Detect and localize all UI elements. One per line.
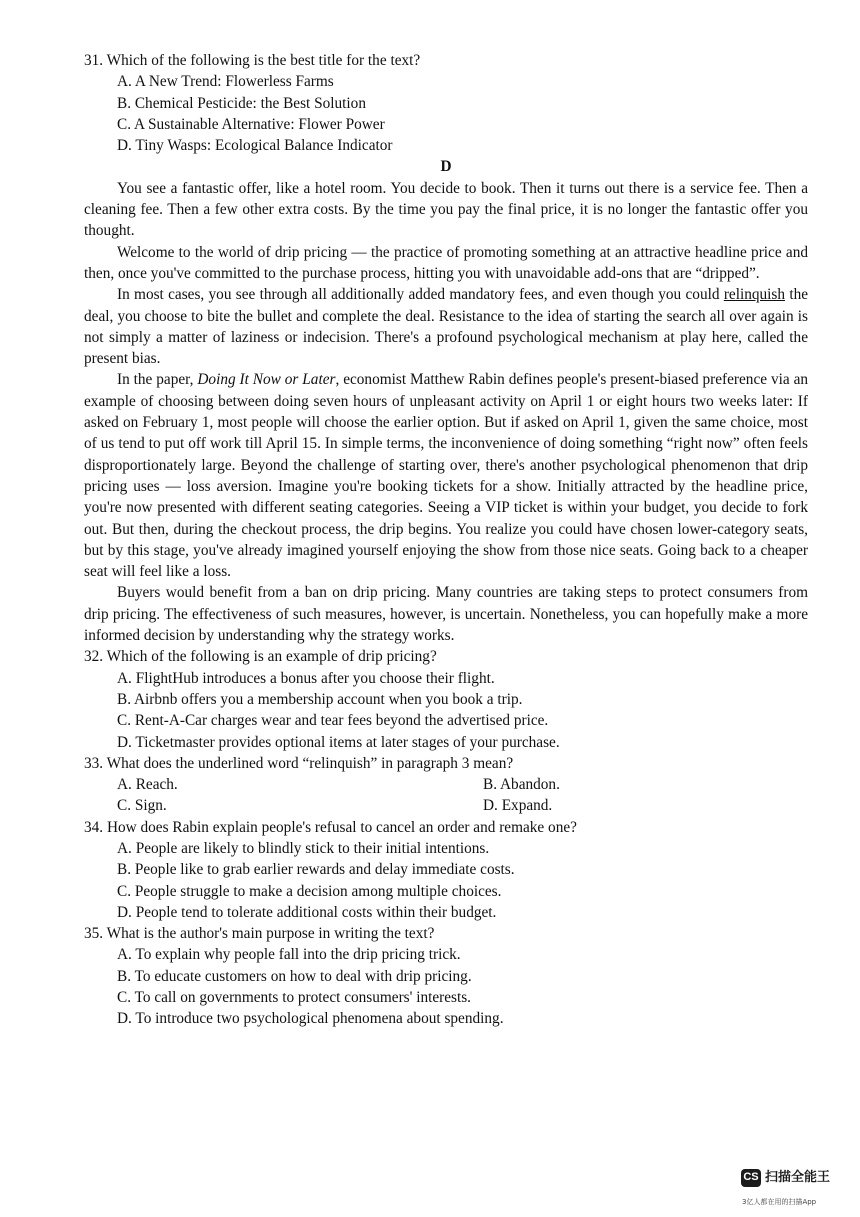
question-34-option-d: D. People tend to tolerate additional costs within their budget. [117,903,497,921]
paragraph-3-text-a: In most cases, you see through all additionally added mandatory fees, and even though you could [117,286,724,304]
question-31-option-c: C. A Sustainable Alternative: Flower Power [117,115,385,133]
paragraph-4-text-a: In the paper, [117,371,198,389]
passage-paragraph-4 [84,369,808,582]
question-35-option-b: B. To educate customers on how to deal with drip pricing. [117,967,472,985]
question-33-option-b: B. Abandon. [483,776,560,794]
question-32-option-b: B. Airbnb offers you a membership account when you book a trip. [117,690,523,708]
question-31-option-b: B. Chemical Pesticide: the Best Solution [117,94,366,112]
question-35-option-d: D. To introduce two psychological phenomena about spending. [117,1010,504,1028]
question-31-option-d: D. Tiny Wasps: Ecological Balance Indicator [117,137,393,155]
passage-paragraph-3 [84,284,808,369]
exam-page [84,50,808,1030]
question-34-option-b: B. People like to grab earlier rewards and delay immediate costs. [117,861,515,879]
question-31-stem: 31. Which of the following is the best title for the text? [84,52,421,69]
underlined-word: relinquish [723,286,785,304]
question-35-option-a: A. To explain why people fall into the drip pricing trick. [117,946,461,964]
camscanner-logo-icon: CS [741,1169,761,1187]
section-heading: D [440,158,452,176]
scanner-watermark [741,1167,830,1188]
question-34-stem: 34. How does Rabin explain people's refusal to cancel an order and remake one? [84,818,577,836]
watermark-tagline: 3亿人都在用的扫描App [742,1198,817,1206]
question-34-option-c: C. People struggle to make a decision among multiple choices. [117,882,502,900]
question-33-option-a: A. Reach. [117,776,178,794]
question-35-stem: 35. What is the author's main purpose in writing the text? [84,925,435,943]
question-34-option-a: A. People are likely to blindly stick to their initial intentions. [117,839,490,857]
paragraph-3-text-b: the deal, you choose to bite the bullet and complete the deal. Resistance to the idea of starting the search all over again is not simply a matter of laziness or indecision. There's a profound psychological mechanism at play here, called the present bias. [84,286,809,368]
watermark-app-name: 扫描全能王 [765,1170,831,1185]
question-31-option-a: A. A New Trend: Flowerless Farms [117,73,334,91]
question-33-options-row-2 [117,795,808,816]
passage-paragraph-5: Buyers would benefit from a ban on drip pricing. Many countries are taking steps to protect consumers from drip pricing. The effectiveness of such measures, however, is uncertain. Nonetheless, you can hopefully make a more informed decision by understanding why the strategy works. [84,584,808,645]
question-33-options-row-1 [117,774,808,795]
question-35-option-c: C. To call on governments to protect consumers' interests. [117,989,472,1007]
question-32-option-a: A. FlightHub introduces a bonus after you choose their flight. [117,669,495,687]
paragraph-4-text-b: , economist Matthew Rabin defines people's present-biased preference via an example of choosing between doing seven hours of unpleasant activity on April 1 or eight hours two weeks later: If asked on February 1, most people will choose the earlier option. But if asked on April 1, given the same choice, most of us tend to put off work till April 15. In simple terms, the inconvenience of doing something “right now” often feels disproportionately large. Beyond the challenge of starting over, there's another psychological phenomenon that drip pricing uses — loss aversion. Imagine you're booking tickets for a show. Initially attracted by the headline price, you're now presented with different seating categories. Seeing a VIP ticket is within your budget, you decide to fork out. But then, during the checkout process, the drip begins. You realize you could have chosen lower-category seats, but by this stage, you've already imagined yourself enjoying the show from those nice seats. Going back to a cheaper seat will feel like a loss. [84,371,809,581]
question-33-stem: 33. What does the underlined word “relinquish” in paragraph 3 mean? [84,754,514,772]
question-33-option-d: D. Expand. [483,797,553,815]
paper-title: Doing It Now or Later [197,371,336,389]
passage-paragraph-1: You see a fantastic offer, like a hotel room. You decide to book. Then it turns out there is a service fee. Then a cleaning fee. Then a few other extra costs. By the time you pay the final price, it is no longer the fantastic offer you thought. [84,179,808,240]
question-32-stem: 32. Which of the following is an example of drip pricing? [84,648,437,666]
question-32-option-c: C. Rent-A-Car charges wear and tear fees beyond the advertised price. [117,712,549,730]
question-33-option-c: C. Sign. [117,797,167,815]
question-32-option-d: D. Ticketmaster provides optional items at later stages of your purchase. [117,733,560,751]
passage-paragraph-2: Welcome to the world of drip pricing — the practice of promoting something at an attractive headline price and then, once you've committed to the purchase process, hitting you with unavoidable add-ons that are “dripped”. [84,243,808,282]
